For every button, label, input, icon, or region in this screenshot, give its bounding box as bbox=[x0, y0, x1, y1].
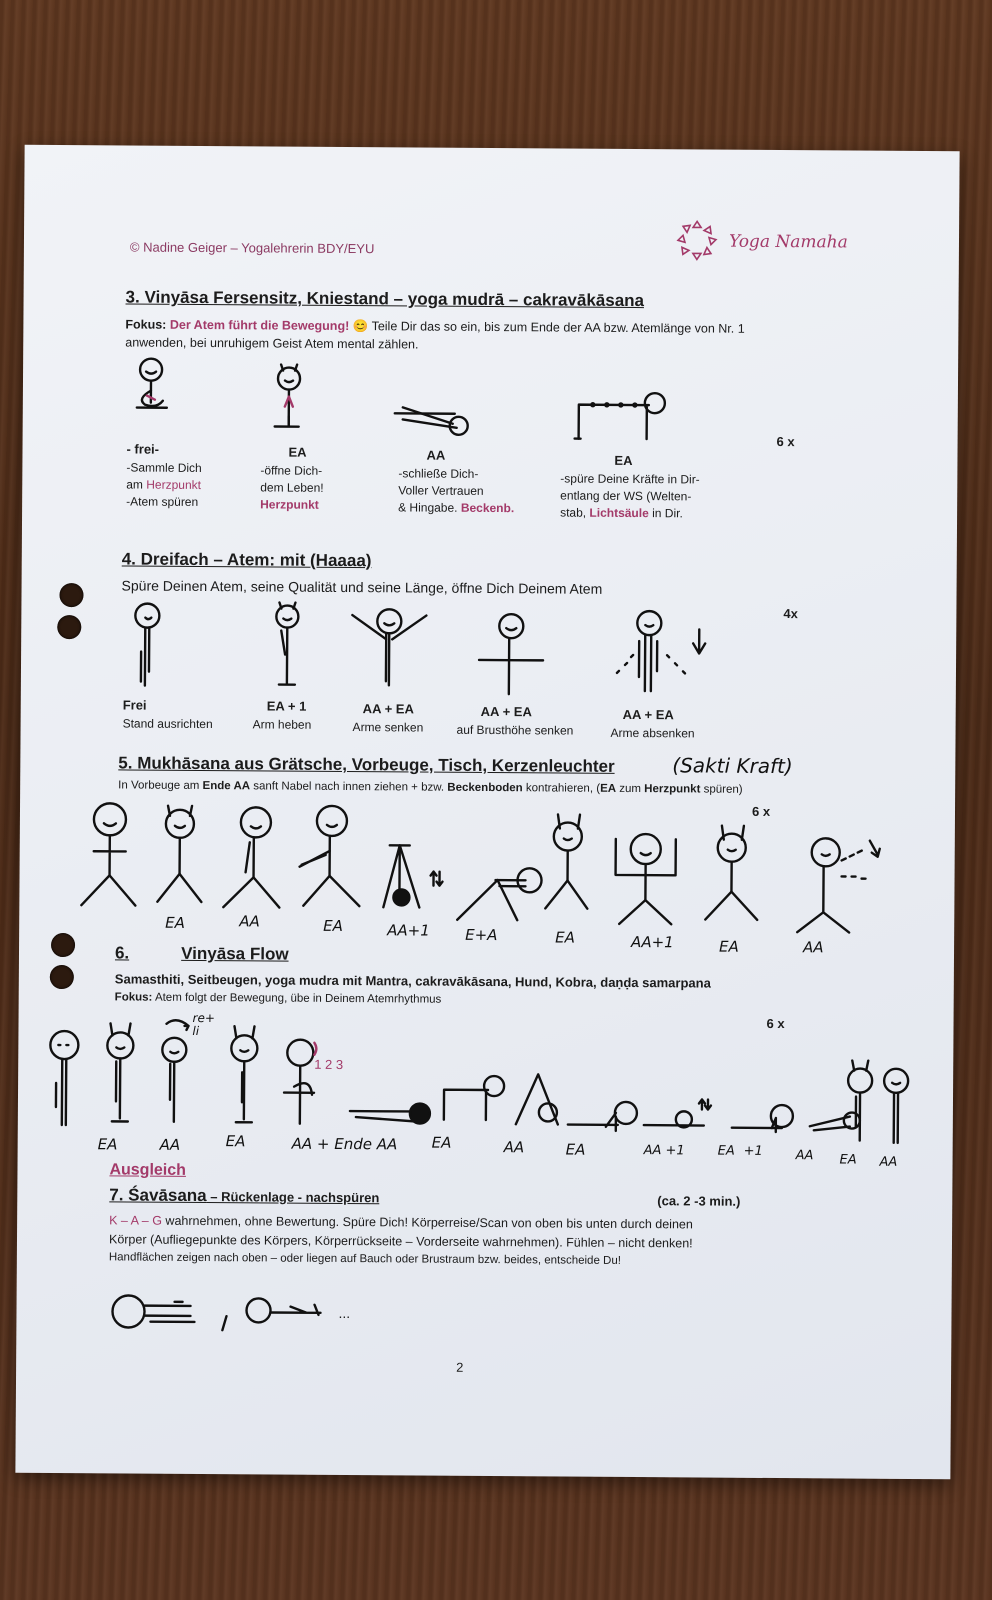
s5-label-4: AA+1 bbox=[387, 921, 430, 940]
s6-label-4: AA + Ende AA bbox=[291, 1134, 398, 1154]
step-4-5-desc: Arme absenken bbox=[610, 725, 695, 741]
step-3-2-label: EA bbox=[288, 444, 307, 460]
section-7-title: 7. Śavāsana – Rückenlage - nachspüren bbox=[109, 1185, 380, 1206]
savasana-figure bbox=[110, 1291, 210, 1336]
s5-label-9: AA bbox=[803, 938, 824, 957]
section-7-line-1: K – A – G wahrnehmen, ohne Bewertung. Spüre Dich! Körperreise/Scan von oben bis unten durch deinen bbox=[109, 1213, 693, 1232]
ausgleich-heading: Ausgleich bbox=[109, 1161, 187, 1179]
s5-label-8: EA bbox=[719, 937, 739, 956]
s5-label-1: EA bbox=[165, 913, 186, 932]
smiley-icon: 😊 bbox=[352, 319, 369, 334]
step-4-3-label: AA + EA bbox=[362, 701, 414, 717]
flow-rise-figure bbox=[840, 1056, 881, 1148]
s5-label-3: EA bbox=[323, 916, 344, 935]
mudra-step-marks: 1 2 3 bbox=[314, 1056, 344, 1072]
straddle-arms-lower-figure bbox=[787, 836, 888, 937]
section-4-subtitle: Spüre Deinen Atem, seine Qualität und seine Länge, öffne Dich Deinem Atem bbox=[121, 577, 603, 597]
straddle-arms-up-figure bbox=[149, 796, 210, 908]
section-6-reps: 6 x bbox=[766, 1015, 785, 1032]
step-3-3-label: AA bbox=[426, 447, 446, 463]
flow-arms-up-2-figure bbox=[224, 1022, 265, 1134]
kneeling-upright-figure bbox=[263, 356, 320, 436]
section-5-reps: 6 x bbox=[751, 803, 771, 819]
flow-child-figure bbox=[348, 1091, 436, 1128]
section-6-subtitle: Samasthiti, Seitbeugen, yoga mudra mit Mantra, cakravākāsana, Hund, Kobra, daṇḍa samarpana bbox=[114, 971, 711, 991]
flow-end-stand-figure bbox=[878, 1065, 915, 1149]
flow-side-bend-figure bbox=[154, 1016, 199, 1134]
straddle-twist-figure bbox=[295, 801, 366, 913]
section-7-line-3: Handflächen zeigen nach oben – oder liegen auf Bauch oder Brustraum bzw. beides, entscheide Du! bbox=[108, 1251, 622, 1267]
s6-label-13: AA bbox=[879, 1154, 898, 1170]
comma-mark bbox=[218, 1312, 230, 1336]
step-3-4-label: EA bbox=[614, 452, 633, 469]
step-4-4-label: AA + EA bbox=[480, 703, 532, 720]
savasana-hands-figure bbox=[244, 1294, 340, 1331]
step-4-4-desc: auf Brusthöhe senken bbox=[456, 722, 574, 738]
paper-sheet bbox=[15, 145, 959, 1479]
punch-hole bbox=[57, 615, 81, 639]
s5-label-5: E+A bbox=[465, 925, 498, 945]
side-note: re+ li bbox=[192, 1010, 215, 1038]
step-3-1-desc: -Sammle Dich am Herzpunkt -Atem spüren bbox=[126, 460, 202, 509]
s6-label-10: +1 bbox=[743, 1143, 763, 1159]
s6-label-2: AA bbox=[159, 1135, 181, 1154]
forward-fold-figure bbox=[377, 841, 454, 922]
step-3-1-label: - frei- bbox=[126, 441, 160, 457]
arms-v-figure bbox=[346, 603, 433, 692]
section-5-note: (Sakti Kraft) bbox=[672, 753, 793, 779]
straddle-stand-figure bbox=[75, 801, 136, 911]
table-pose-figure bbox=[571, 387, 675, 448]
standing-figure bbox=[125, 601, 166, 689]
s6-label-6: AA bbox=[503, 1138, 525, 1157]
straddle-arms-up-2-figure bbox=[539, 802, 600, 914]
flow-cobra-2-figure bbox=[730, 1098, 810, 1135]
section-6-title: 6. Vinyāsa Flow bbox=[114, 943, 289, 964]
s6-label-7: EA bbox=[565, 1140, 586, 1159]
lotus-logo-icon bbox=[674, 217, 720, 263]
flow-stand-figure bbox=[42, 1029, 87, 1133]
flow-table-figure bbox=[438, 1070, 514, 1127]
ellipsis: ... bbox=[338, 1304, 351, 1322]
straddle-arms-up-3-figure bbox=[699, 813, 764, 923]
section-6-focus: Fokus: Atem folgt der Bewegung, übe in Deinem Atemrhythmus bbox=[114, 991, 442, 1006]
step-4-2-label: EA + 1 bbox=[266, 698, 307, 714]
s6-label-5: EA bbox=[431, 1133, 452, 1152]
section-4-reps: 4x bbox=[783, 606, 798, 622]
step-4-2-desc: Arm heben bbox=[252, 717, 312, 732]
s5-label-6: EA bbox=[555, 928, 575, 947]
arms-horizontal-figure bbox=[475, 606, 546, 698]
flow-dog-figure bbox=[512, 1068, 568, 1128]
section-3-focus: Fokus: Der Atem führt die Bewegung! 😊 Teile Dir das so ein, bis zum Ende der AA bzw. Atemlänge von Nr. 1 bbox=[125, 317, 745, 336]
s5-label-2: AA bbox=[239, 912, 260, 931]
section-5-desc: In Vorbeuge am Ende AA sanft Nabel nach innen ziehen + bzw. Beckenboden kontrahieren, (EA zum Herzpunkt spüren) bbox=[118, 779, 743, 796]
s6-label-3: EA bbox=[225, 1132, 246, 1151]
straddle-lowering-figure bbox=[217, 802, 284, 912]
arm-raised-figure bbox=[267, 596, 308, 688]
punch-hole bbox=[51, 933, 75, 957]
kneeling-sitting-figure bbox=[127, 355, 179, 425]
step-4-1-desc: Stand ausrichten bbox=[122, 716, 213, 732]
candlestick-figure bbox=[607, 829, 684, 926]
flow-mudra-figure bbox=[280, 1033, 351, 1133]
flow-cobra-figure bbox=[640, 1089, 720, 1134]
child-pose-figure bbox=[393, 397, 481, 438]
brand-name: Yoga Namaha bbox=[728, 231, 848, 253]
s6-label-8: AA +1 bbox=[643, 1143, 685, 1159]
flow-kneeling-low-figure bbox=[566, 1097, 646, 1134]
copyright-text: © Nadine Geiger – Yogalehrerin BDY/EYU bbox=[129, 239, 375, 257]
section-7-line-2: Körper (Aufliegepunkte des Körpers, Körperrückseite – Vorderseite wahrnehmen). Fühlen – nicht denken! bbox=[108, 1232, 693, 1251]
section-3-title: 3. Vinyāsa Fersensitz, Kniestand – yoga mudrā – cakravākāsana bbox=[125, 287, 645, 311]
section-3-focus-cont: anwenden, bei unruhigem Geist Atem mental zählen. bbox=[125, 335, 419, 352]
s6-label-9: EA bbox=[717, 1143, 735, 1159]
punch-hole bbox=[50, 965, 74, 989]
s6-label-11: AA bbox=[795, 1148, 814, 1164]
section-4-title: 4. Dreifach – Atem: mit (Haaaa) bbox=[121, 549, 372, 571]
section-3-reps: 6 x bbox=[776, 434, 795, 450]
step-4-3-desc: Arme senken bbox=[352, 720, 424, 735]
s6-label-1: EA bbox=[97, 1135, 118, 1154]
section-7-duration: (ca. 2 -3 min.) bbox=[657, 1193, 741, 1209]
arms-lowering-figure bbox=[605, 607, 716, 700]
s6-label-12: EA bbox=[839, 1152, 857, 1168]
table-wide-figure bbox=[455, 854, 545, 925]
punch-hole bbox=[59, 583, 83, 607]
step-3-3-desc: -schließe Dich- Voller Vertrauen & Hingabe. Beckenb. bbox=[398, 466, 515, 516]
s5-label-7: AA+1 bbox=[631, 933, 674, 952]
section-5-title: 5. Mukhāsana aus Grätsche, Vorbeuge, Tisch, Kerzenleuchter bbox=[118, 753, 615, 776]
step-3-2-desc: -öffne Dich- dem Leben! Herzpunkt bbox=[260, 463, 324, 512]
step-4-5-label: AA + EA bbox=[622, 706, 674, 723]
step-3-4-desc: -spüre Deine Kräfte in Dir- entlang der WS (Welten- stab, Lichtsäule in Dir. bbox=[560, 471, 700, 521]
page-number: 2 bbox=[456, 1359, 464, 1375]
flow-arms-up-figure bbox=[100, 1017, 141, 1133]
step-4-1-label: Frei bbox=[122, 697, 147, 713]
